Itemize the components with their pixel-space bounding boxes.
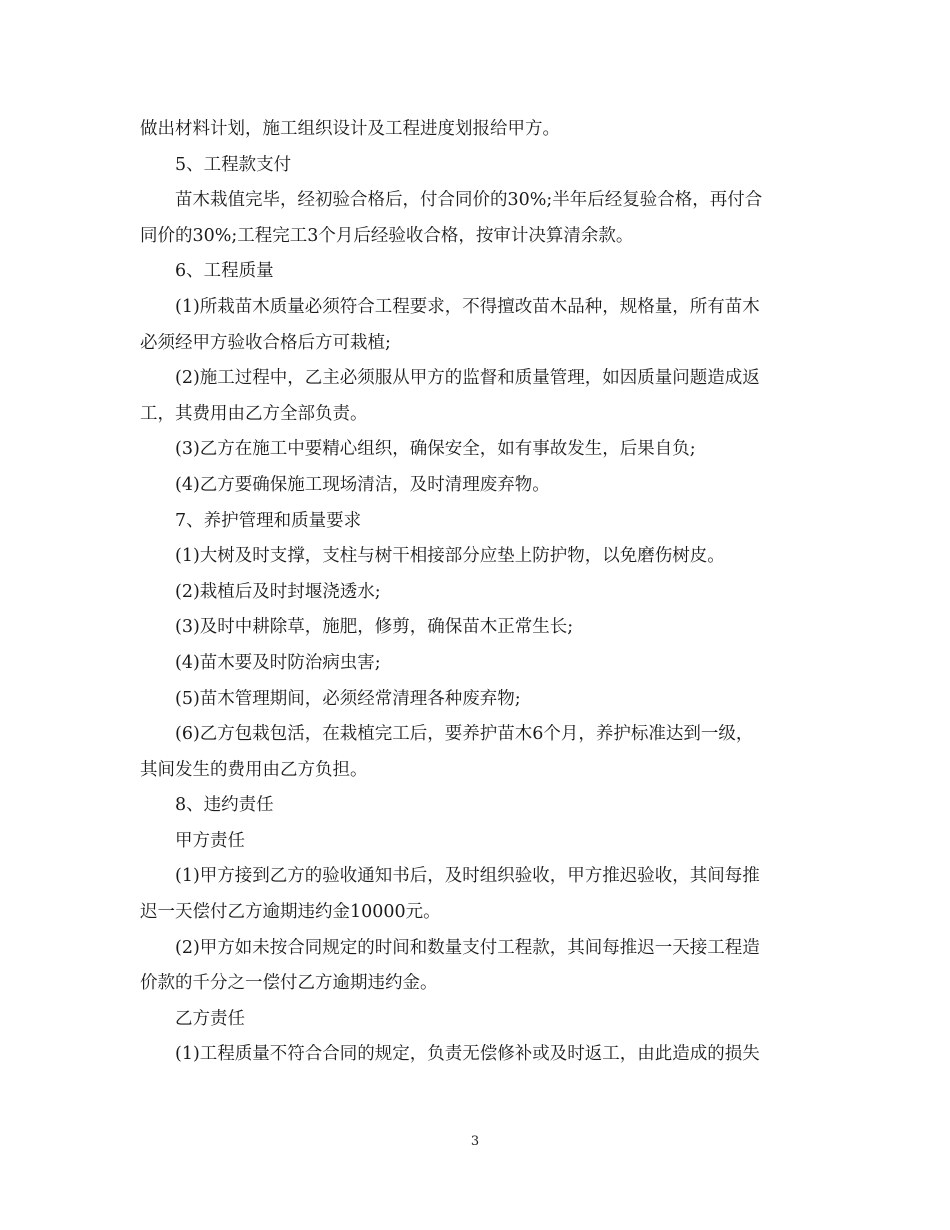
text-line: 做出材料计划，施工组织设计及工程进度划报给甲方。: [140, 119, 560, 139]
text-line: (2)栽植后及时封堰浇透水;: [175, 581, 381, 602]
text-line: (5)苗木管理期间，必须经常清理各种废弃物;: [175, 688, 521, 709]
text-line: (2)施工过程中，乙主必须服从甲方的监督和质量管理，如因质量问题造成返: [175, 368, 760, 389]
text-line: (2)甲方如未按合同规定的时间和数量支付工程款，其间每推迟一天接工程造: [175, 937, 760, 958]
text-line: (4)乙方要确保施工现场清洁，及时清理废弃物。: [175, 474, 550, 495]
text-line: 必须经甲方验收合格后方可栽植;: [140, 332, 391, 353]
section-heading: 8、违约责任: [175, 795, 274, 816]
page-number: 3: [470, 1134, 480, 1149]
text-line: (4)苗木要及时防治病虫害;: [175, 652, 381, 673]
text-line: 价款的千分之一偿付乙方逾期违约金。: [140, 973, 438, 994]
text-line: 工，其费用由乙方全部负责。: [140, 403, 368, 424]
text-line: (1)所栽苗木质量必须符合工程要求，不得擅改苗木品种，规格量，所有苗木: [175, 296, 760, 317]
text-line: (3)乙方在施工中要精心组织，确保安全，如有事故发生，后果自负;: [175, 439, 696, 460]
document-body: [140, 112, 812, 1073]
text-line: 迟一天偿付乙方逾期违约金10000元。: [140, 902, 441, 923]
text-line: 同价的30%;工程完工3个月后经验收合格，按审计决算清余款。: [140, 225, 634, 246]
text-line: 其间发生的费用由乙方负担。: [140, 759, 368, 780]
section-heading: 5、工程款支付: [175, 154, 292, 175]
text-line: (3)及时中耕除草，施肥，修剪，确保苗木正常生长;: [175, 617, 574, 638]
section-heading: 7、养护管理和质量要求: [175, 510, 362, 531]
subsection-heading: 甲方责任: [175, 830, 245, 851]
text-line: (1)大树及时支撑，支柱与树干相接部分应垫上防护物，以免磨伤树皮。: [175, 546, 725, 567]
section-heading: 6、工程质量: [175, 261, 274, 282]
subsection-heading: 乙方责任: [175, 1008, 245, 1029]
text-line: (1)甲方接到乙方的验收通知书后，及时组织验收，甲方推迟验收，其间每推: [175, 866, 760, 887]
text-line: (1)工程质量不符合合同的规定，负责无偿修补或及时返工，由此造成的损失: [175, 1044, 760, 1065]
text-line: (6)乙方包栽包活，在栽植完工后，要养护苗木6个月，养护标准达到一级，: [175, 724, 754, 745]
text-line: 苗木栽值完毕，经初验合格后，付合同价的30%;半年后经复验合格，再付合: [175, 190, 763, 211]
